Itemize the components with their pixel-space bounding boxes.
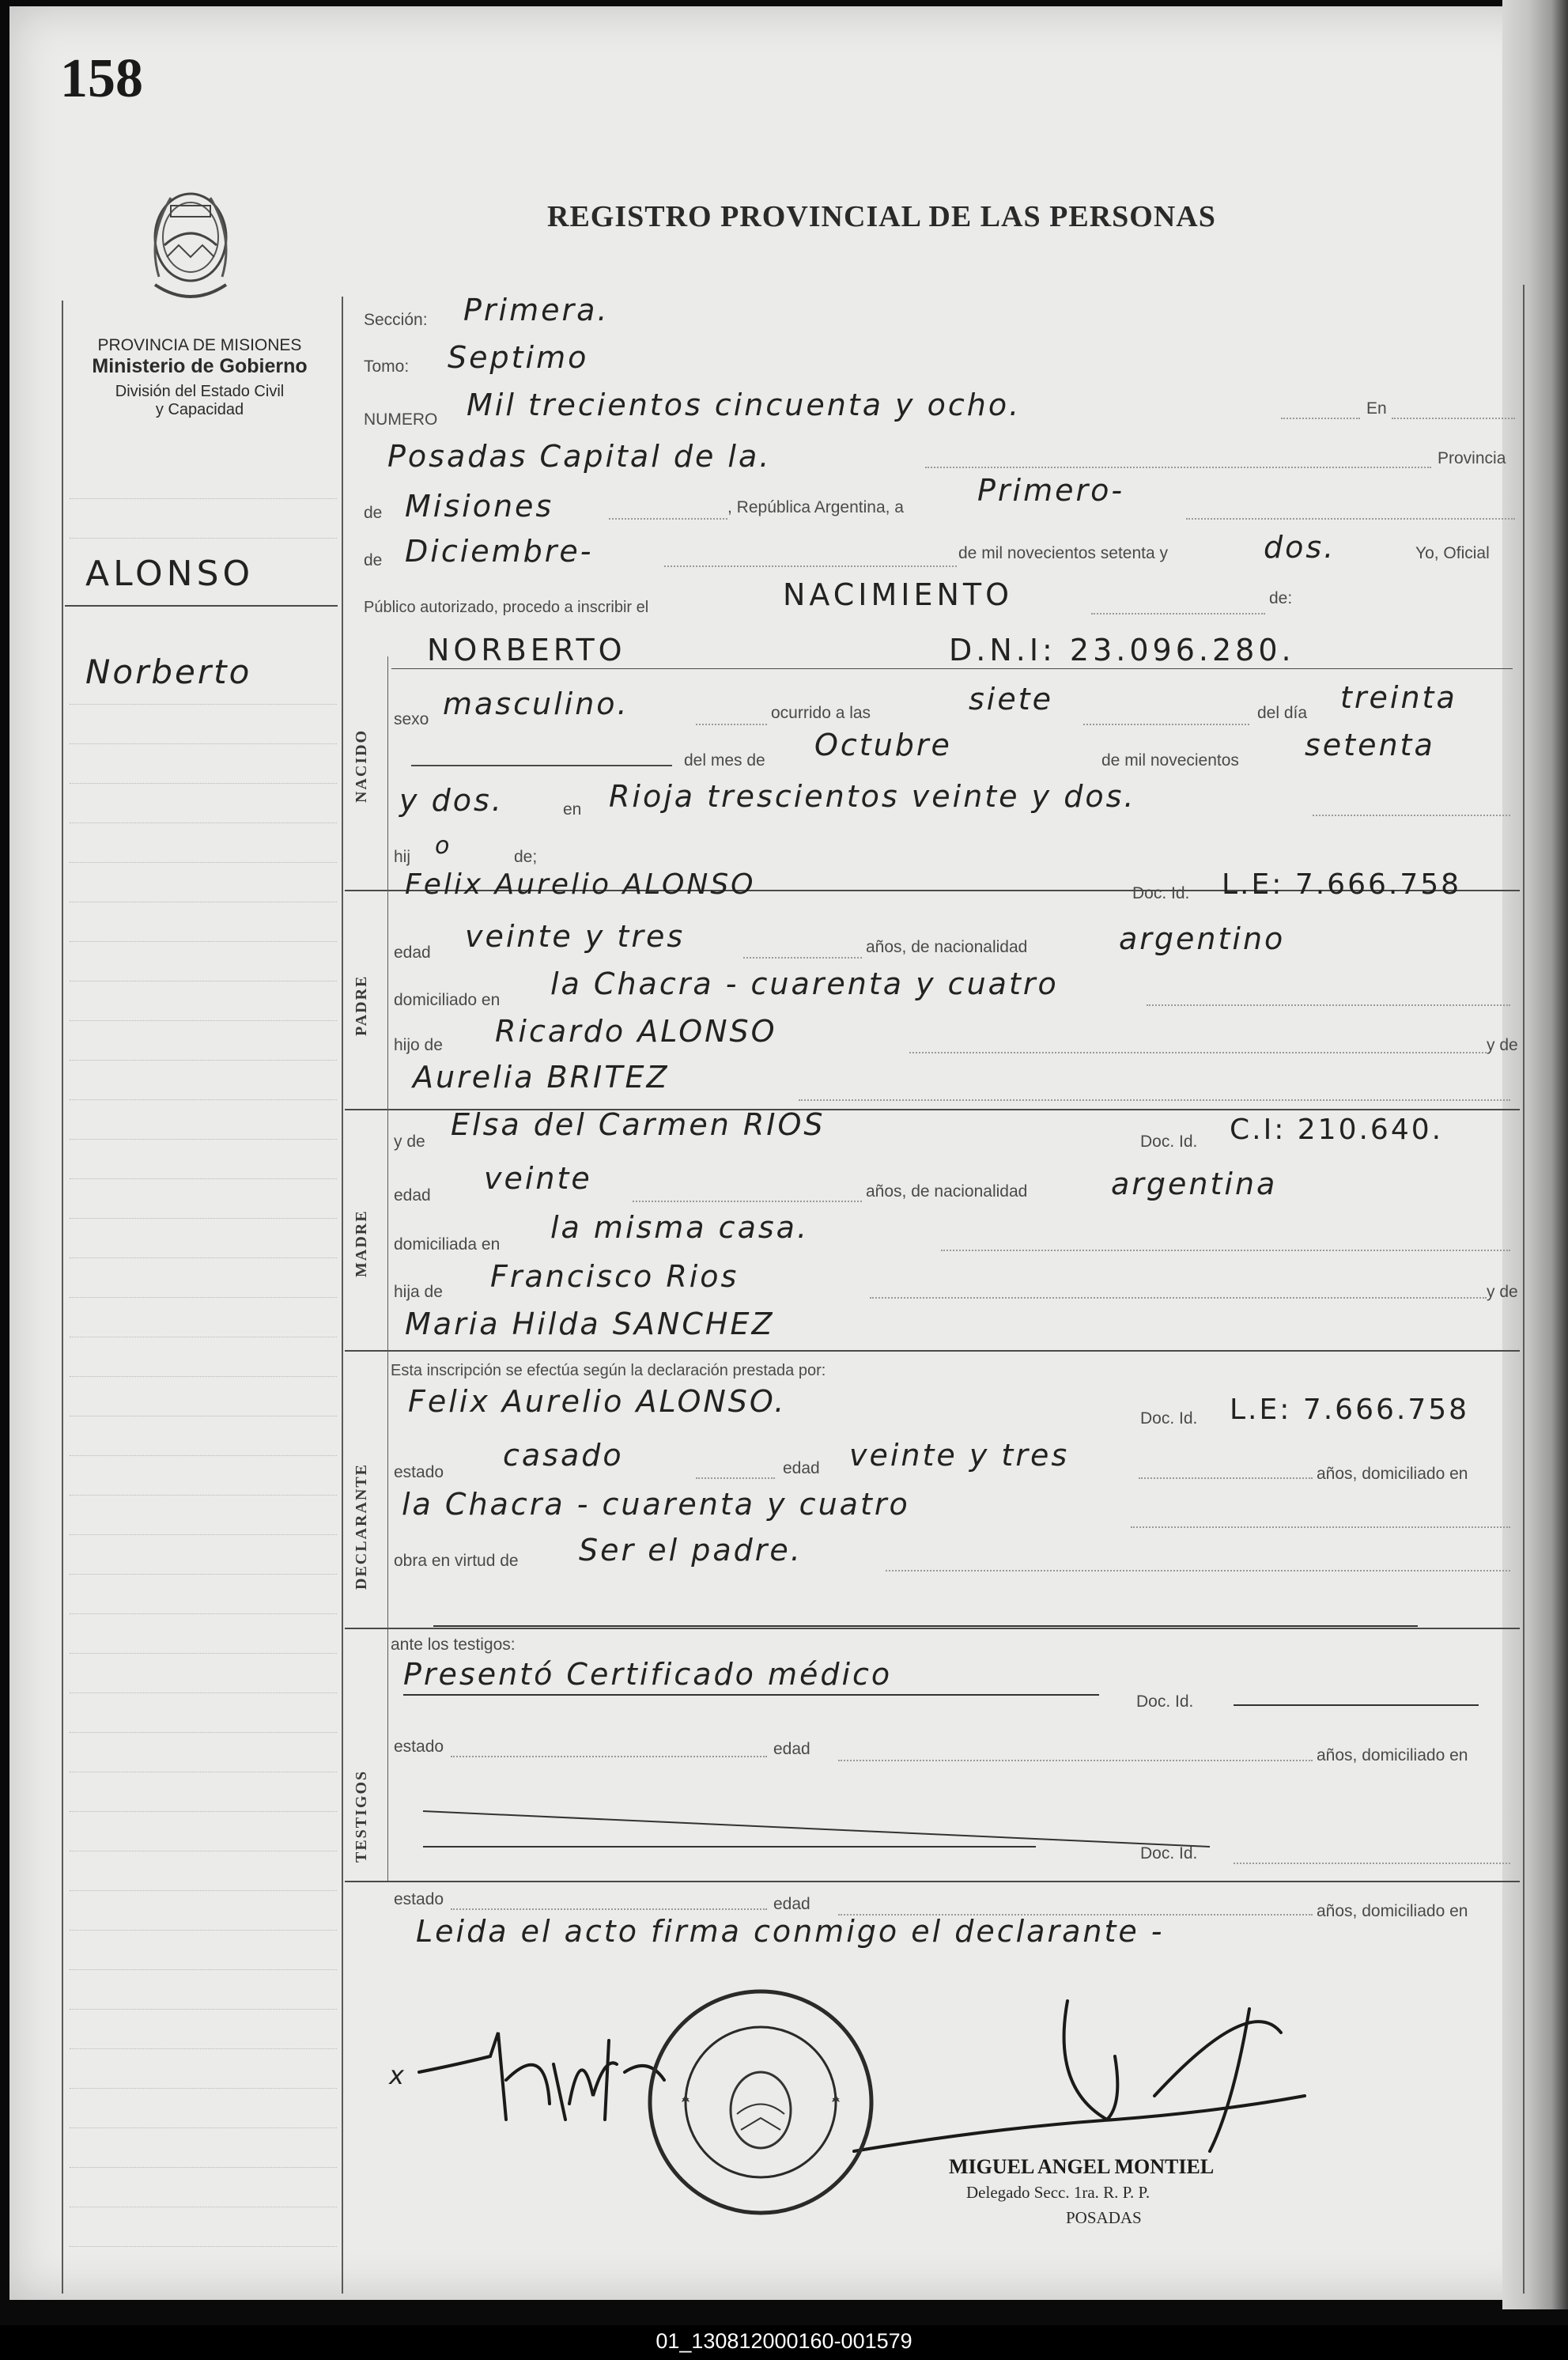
- label-tomo: Tomo:: [364, 357, 410, 376]
- label-testigo-doc-2: Doc. Id.: [1140, 1844, 1198, 1863]
- value-nombre: NORBERTO: [427, 633, 626, 668]
- label-padre-hijo-de: hijo de: [394, 1036, 443, 1054]
- label-decl-edad: edad: [783, 1459, 820, 1477]
- value-dni: D.N.I: 23.096.280.: [949, 633, 1295, 668]
- label-decl-estado: estado: [394, 1463, 444, 1481]
- margin-given-name: Norberto: [85, 652, 252, 691]
- label-padre-edad: edad: [394, 944, 431, 962]
- value-decl-doc: L.E: 7.666.758: [1230, 1394, 1470, 1426]
- label-testigo-dom-2: años, domiciliado en: [1317, 1902, 1468, 1920]
- value-padre-nombre: Felix Aurelio ALONSO: [405, 868, 756, 901]
- value-mes-nac: Octubre: [814, 728, 952, 762]
- label-de-acto: de:: [1269, 589, 1293, 607]
- label-testigo-dom: años, domiciliado en: [1317, 1746, 1468, 1764]
- value-madre-madre: Maria Hilda SANCHEZ: [405, 1307, 775, 1341]
- official-name: MIGUEL ANGEL MONTIEL: [949, 2155, 1215, 2178]
- value-madre-nac: argentina: [1111, 1167, 1278, 1201]
- value-padre-padre: Ricardo ALONSO: [495, 1014, 777, 1049]
- value-padre-edad: veinte y tres: [465, 919, 686, 954]
- label-testigo-edad: edad: [773, 1740, 810, 1758]
- value-padre-dom: la Chacra - cuarenta y cuatro: [550, 966, 1059, 1001]
- value-anio-nac-2: y dos.: [399, 783, 504, 818]
- signature-mark: x: [389, 2060, 406, 2090]
- label-de-mil-nov: de mil novecientos: [1101, 751, 1239, 770]
- label-padre-nac: años, de nacionalidad: [866, 938, 1028, 956]
- value-anio: dos.: [1264, 530, 1336, 565]
- label-decl-obra: obra en virtud de: [394, 1552, 519, 1570]
- label-del-dia: del día: [1257, 704, 1308, 722]
- issuer-division: División del Estado Civil: [115, 383, 285, 400]
- value-decl-dom: la Chacra - cuarenta y cuatro: [402, 1487, 910, 1522]
- label-madre-y-de-2: y de: [1487, 1283, 1518, 1301]
- value-anio-nac: setenta: [1305, 728, 1435, 762]
- official-role: Delegado Secc. 1ra. R. P. P.: [966, 2183, 1150, 2202]
- label-madre-nac: años, de nacionalidad: [866, 1182, 1028, 1201]
- issuer-ministry: Ministerio de Gobierno: [92, 355, 308, 377]
- label-de-prov: de: [364, 504, 383, 522]
- label-ocurrido: ocurrido a las: [771, 704, 871, 722]
- value-decl-edad: veinte y tres: [849, 1438, 1070, 1473]
- label-yo-oficial: Yo, Oficial: [1415, 544, 1490, 562]
- value-dia-nac: treinta: [1340, 680, 1457, 715]
- sep-after-testigos: [345, 1881, 1520, 1882]
- section-nacido: NACIDO: [353, 728, 370, 803]
- image-identifier: 01_130812000160-001579: [656, 2329, 912, 2353]
- value-madre-doc: C.I: 210.640.: [1230, 1114, 1444, 1146]
- label-publico: Público autorizado, procedo a inscribir el: [364, 599, 649, 616]
- frame-left: [62, 301, 63, 2294]
- label-de-padres: de;: [514, 848, 538, 866]
- label-madre-y-de: y de: [394, 1133, 425, 1151]
- value-madre-padre: Francisco Rios: [490, 1259, 739, 1294]
- label-republica: , República Argentina, a: [727, 498, 904, 516]
- label-decl-doc: Doc. Id.: [1140, 1409, 1198, 1428]
- value-lugar-nac: Rioja trescientos veinte y dos.: [609, 779, 1136, 814]
- official-city: POSADAS: [1066, 2208, 1142, 2227]
- label-declaracion: Esta inscripción se efectúa según la declaración prestada por:: [391, 1362, 826, 1379]
- declarant-signature: [411, 2009, 672, 2127]
- book-spine: [1502, 0, 1568, 2309]
- page-number: 158: [60, 48, 143, 109]
- page-title: REGISTRO PROVINCIAL DE LAS PERSONAS: [547, 200, 1216, 233]
- sep-after-madre: [345, 1350, 1520, 1352]
- label-madre-dom: domiciliada en: [394, 1235, 501, 1254]
- label-decl-dom: años, domiciliado en: [1317, 1465, 1468, 1483]
- value-numero: Mil trecientos cincuenta y ocho.: [467, 388, 1022, 422]
- value-decl-nombre: Felix Aurelio ALONSO.: [408, 1384, 787, 1419]
- value-padre-madre: Aurelia BRITEZ: [413, 1060, 670, 1095]
- value-decl-estado: casado: [503, 1438, 624, 1473]
- label-provincia: Provincia: [1438, 449, 1506, 467]
- value-madre-edad: veinte: [484, 1161, 592, 1196]
- issuer-province: PROVINCIA DE MISIONES: [97, 336, 302, 354]
- margin-surname: ALONSO: [85, 554, 255, 594]
- value-sexo: masculino.: [443, 686, 629, 721]
- label-testigo-estado: estado: [394, 1738, 444, 1756]
- value-acto: NACIMIENTO: [783, 577, 1014, 612]
- issuer-block: [63, 336, 336, 419]
- section-testigos: TESTIGOS: [353, 1769, 370, 1863]
- value-testigo-nota: Presentó Certificado médico: [403, 1657, 893, 1692]
- value-decl-obra: Ser el padre.: [579, 1533, 803, 1568]
- margin-divider: [65, 605, 338, 607]
- official-seal-icon: [642, 1984, 879, 2221]
- frame-middle: [342, 297, 343, 2294]
- value-tomo: Septimo: [448, 340, 589, 375]
- frame-right: [1523, 285, 1525, 2294]
- value-dia: Primero-: [977, 473, 1125, 508]
- value-madre-nombre: Elsa del Carmen RIOS: [451, 1107, 826, 1142]
- value-provincia: Misiones: [405, 489, 554, 524]
- label-hij: hij: [394, 848, 411, 866]
- value-lugar: Posadas Capital de la.: [387, 439, 772, 474]
- label-en-lugar: en: [563, 800, 582, 819]
- label-madre-hija-de: hija de: [394, 1283, 443, 1301]
- coat-of-arms-icon: [147, 190, 234, 324]
- label-madre-edad: edad: [394, 1186, 431, 1205]
- value-madre-dom: la misma casa.: [550, 1210, 810, 1245]
- value-mes: Diciembre-: [405, 534, 594, 569]
- section-madre: MADRE: [353, 1209, 370, 1277]
- label-padre-y-de: y de: [1487, 1036, 1518, 1054]
- label-de-mes: de: [364, 551, 383, 569]
- section-label-rail: [387, 656, 388, 1881]
- label-numero: NUMERO: [364, 410, 438, 429]
- value-hij-suffix: o: [435, 832, 452, 860]
- section-padre: PADRE: [353, 974, 370, 1036]
- sep-after-declarante: [345, 1628, 1520, 1629]
- official-signature: [838, 1985, 1313, 2183]
- label-testigo-doc: Doc. Id.: [1136, 1692, 1194, 1711]
- value-cierre: Leida el acto firma conmigo el declarante -: [416, 1914, 1165, 1949]
- label-testigos: ante los testigos:: [391, 1636, 516, 1654]
- label-en: En: [1366, 399, 1387, 418]
- label-padre-doc: Doc. Id.: [1132, 884, 1190, 902]
- label-testigo-estado-2: estado: [394, 1890, 444, 1908]
- label-padre-dom: domiciliado en: [394, 991, 501, 1009]
- label-seccion: Sección:: [364, 311, 428, 329]
- label-de-mil: de mil novecientos setenta y: [958, 544, 1168, 562]
- label-madre-doc: Doc. Id.: [1140, 1133, 1198, 1151]
- label-del-mes: del mes de: [684, 751, 765, 770]
- value-hora: siete: [969, 682, 1054, 717]
- value-padre-nac: argentino: [1119, 921, 1286, 956]
- label-sexo: sexo: [394, 710, 429, 728]
- label-testigo-edad-2: edad: [773, 1895, 810, 1913]
- value-seccion: Primera.: [463, 293, 610, 327]
- issuer-division-2: y Capacidad: [155, 401, 244, 418]
- testigo-strike-line: [419, 1772, 1226, 1859]
- value-padre-doc: L.E: 7.666.758: [1222, 868, 1462, 901]
- section-declarante: DECLARANTE: [353, 1462, 370, 1590]
